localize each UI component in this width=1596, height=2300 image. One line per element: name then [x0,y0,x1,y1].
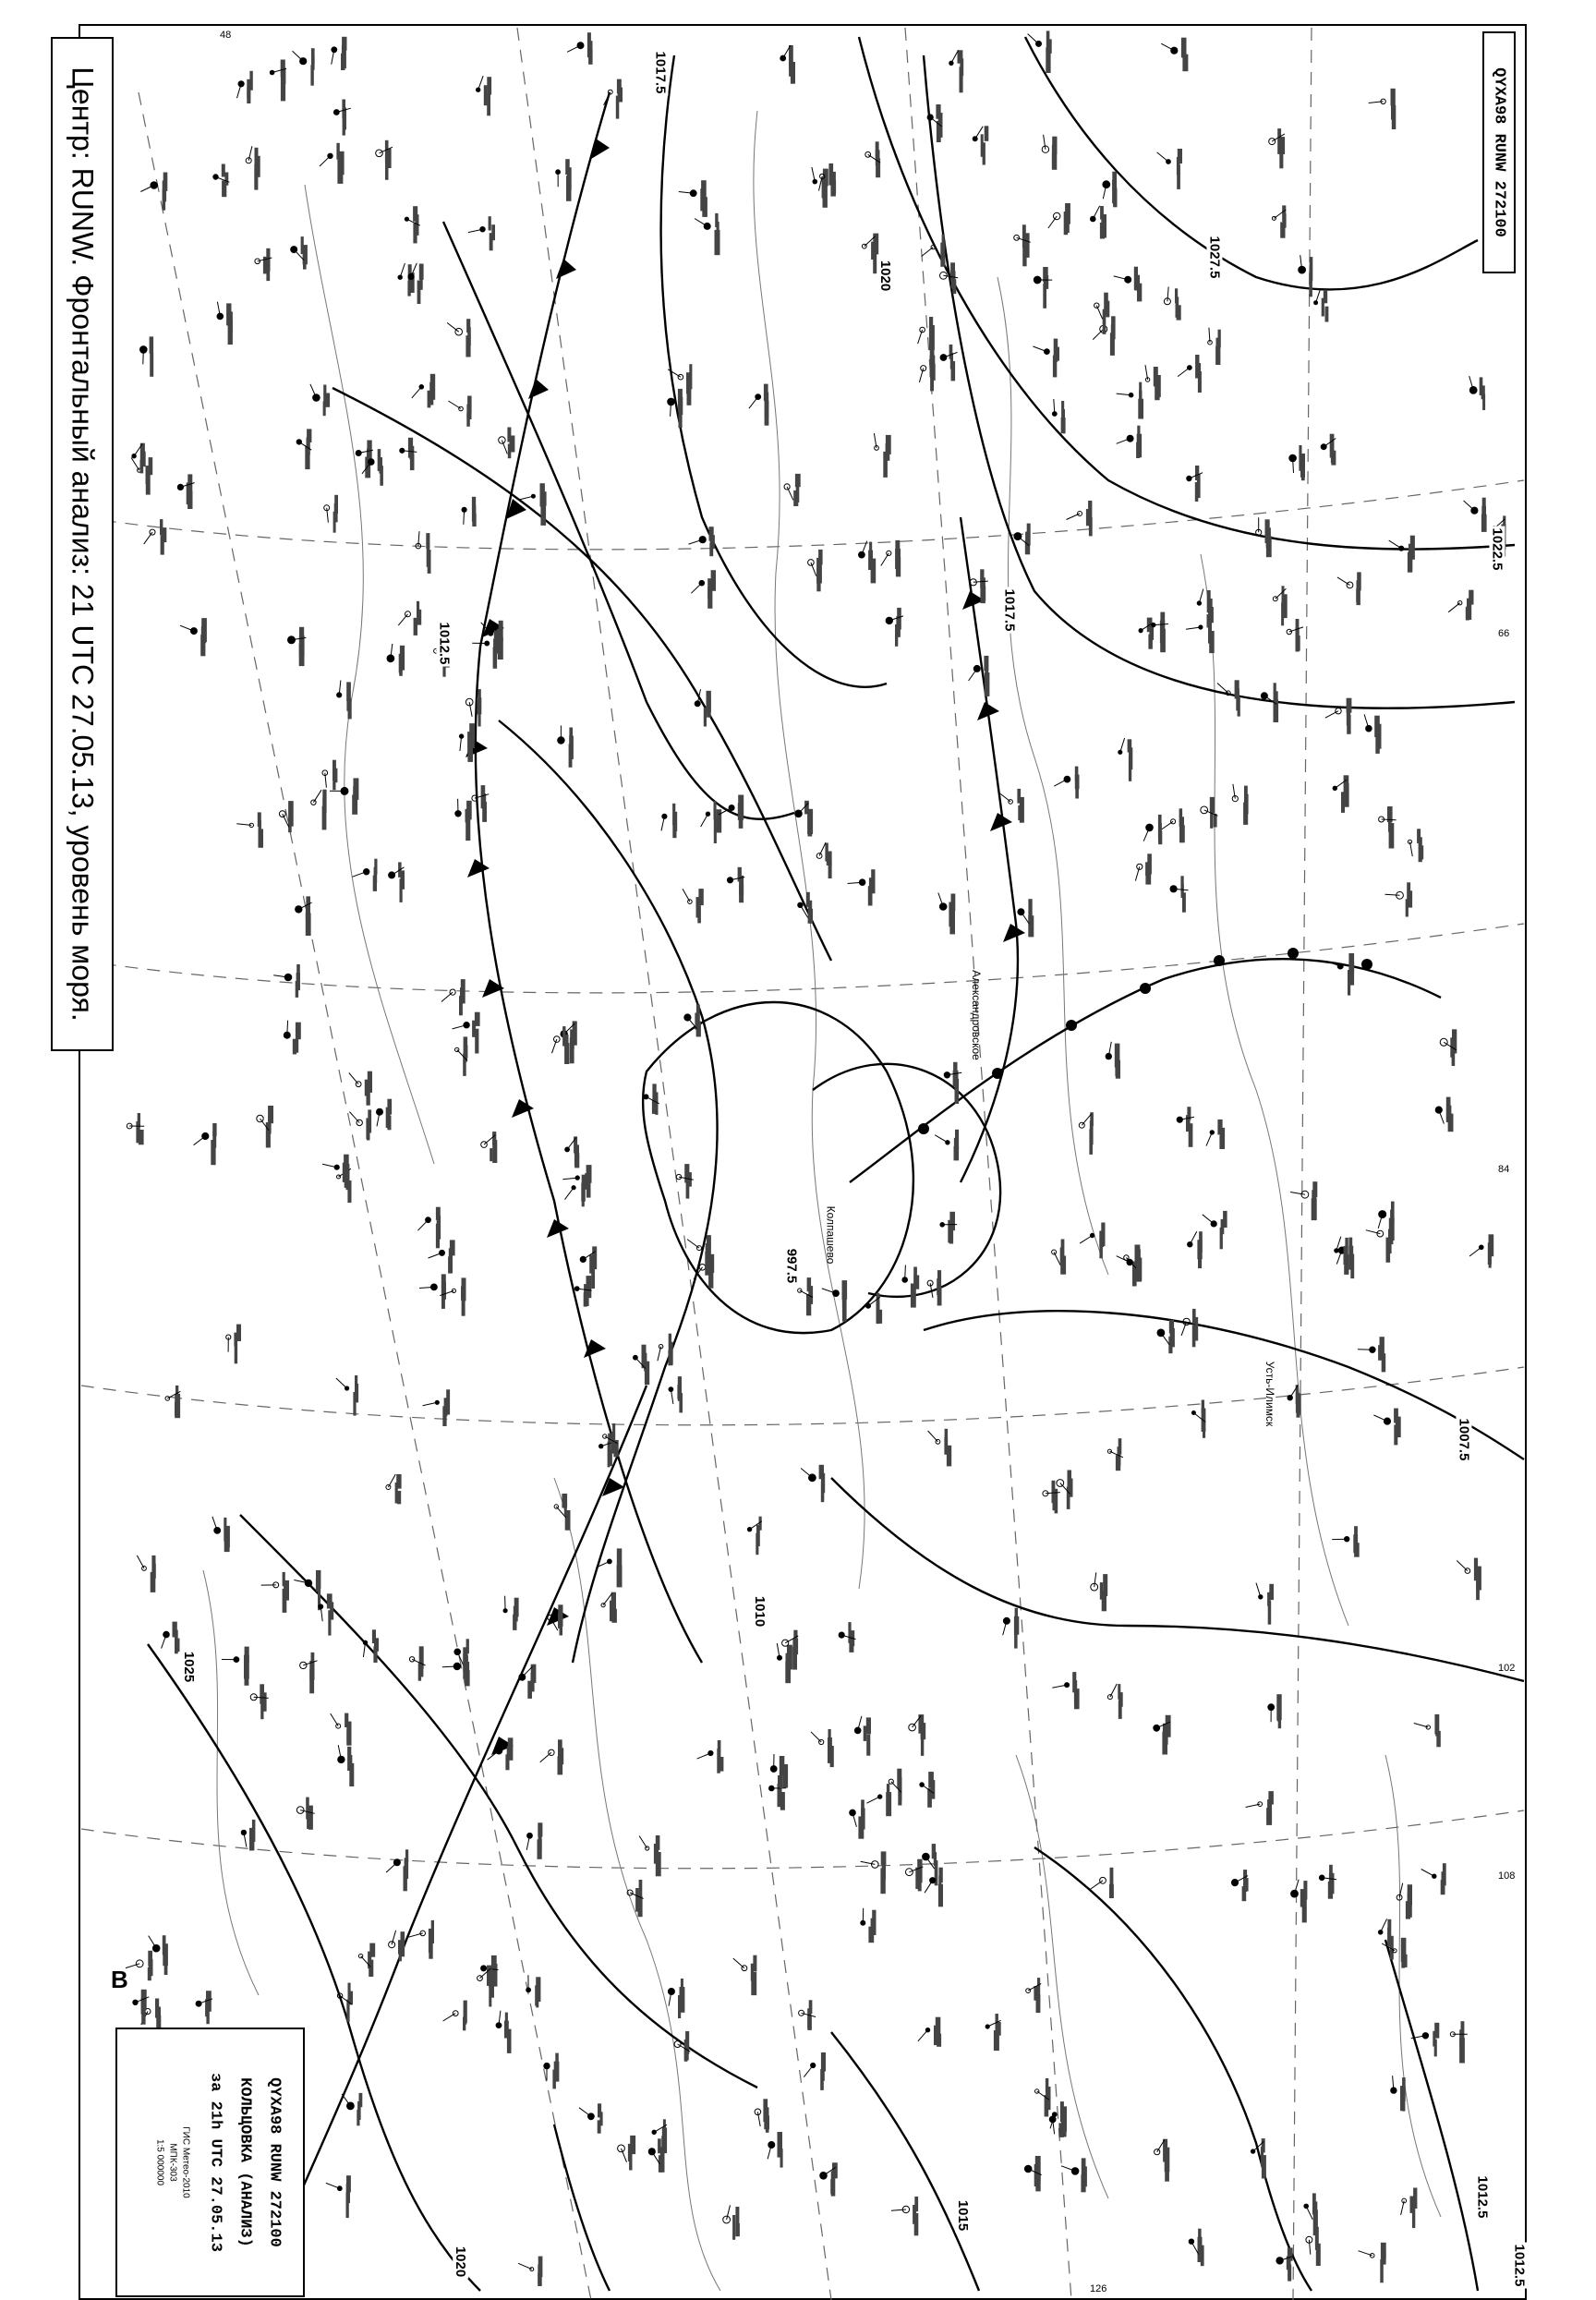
edge-number: 48 [220,30,232,41]
isobar-label: 1012.5 [436,622,453,665]
isobar-label: 1017.5 [652,51,669,94]
isobar-label: 1020 [877,260,894,292]
city-label: Колпашево [824,1205,838,1265]
edge-number: 102 [1498,1663,1516,1674]
geography-lines [203,111,1441,2291]
edge-number: 84 [1498,1164,1510,1175]
legend-software: ГИС Метео-2010 [180,2126,191,2198]
graticule [81,28,1524,2300]
isobar-label: 1020 [453,2246,469,2278]
high-pressure-letter: В [111,1966,128,1993]
legend-product: КОЛЬЦОВКА (АНАЛИЗ) [236,2077,254,2247]
isobar-label: 1027.5 [1206,236,1223,279]
isobar-label: 1022.5 [1489,527,1505,571]
map-title: Центр: RUNW. Фронтальный анализ: 21 UTC 27.05.13, уровень моря. [66,67,100,1022]
isobar-label: 1025 [181,1651,198,1683]
isobars [148,37,1524,2291]
station-plots [126,30,1505,2286]
front-triangles [466,139,1025,1755]
isobar-label: 1015 [955,2199,972,2232]
isobar-label: 1012.5 [1474,2175,1491,2219]
edge-number: 126 [1090,2283,1107,2294]
warm-front-semicircles [918,948,1372,1134]
legend-code: QYXA98 RUNW 272100 [265,2077,284,2247]
legend-time: за 21h UTC 27.05.13 [206,2073,224,2252]
legend-box [115,2028,305,2297]
legend-scale: 1:5 000000 [154,2138,165,2186]
map-title-box [51,37,114,1051]
legend-system: МПК-303 [167,2143,178,2182]
city-label: Усть-Илимск [1264,1361,1277,1427]
edge-number: 66 [1498,628,1510,639]
isobar-label: 1017.5 [1001,588,1018,632]
header-code-box [1482,31,1516,273]
isobar-label: 1007.5 [1456,1418,1472,1461]
isobar-label: 1012.5 [1511,2244,1528,2287]
header-code: QYXA98 RUNW 272100 [1490,67,1508,237]
edge-number: 108 [1498,1870,1516,1882]
isobar-label: 997.5 [783,1248,800,1284]
city-label: Александровское [969,970,983,1060]
isobar-label: 1010 [752,1595,768,1628]
